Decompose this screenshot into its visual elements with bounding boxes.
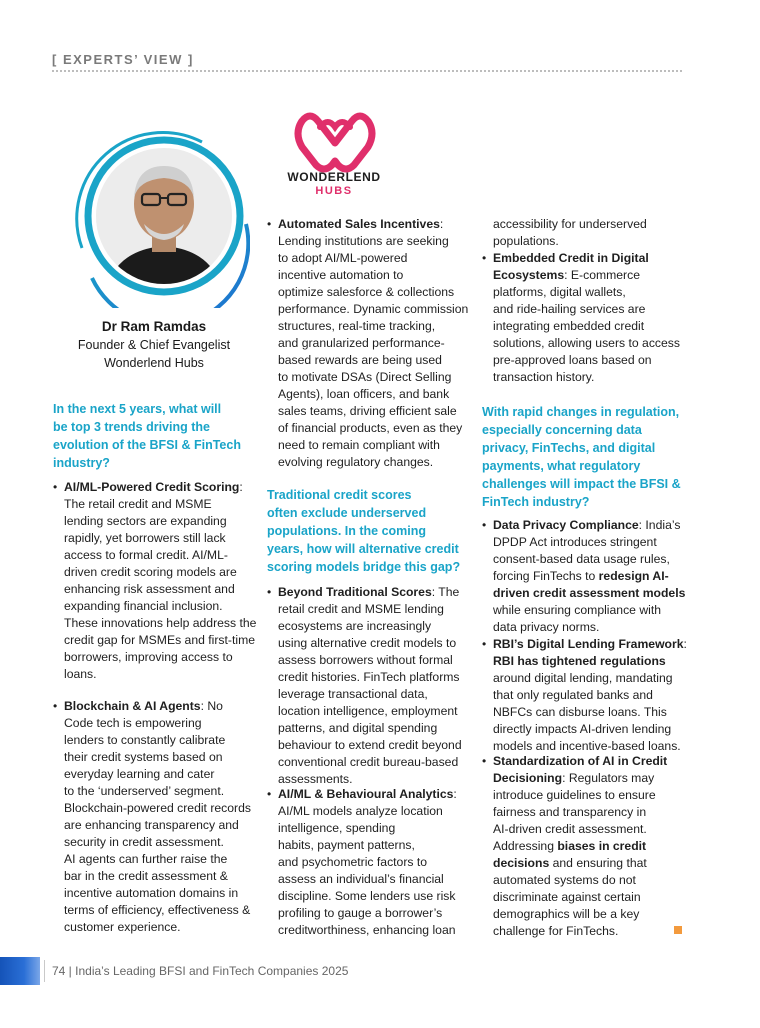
bullet-text: while ensuring compliance with bbox=[493, 603, 662, 617]
bullet-text: borrowers, improving access to bbox=[64, 650, 233, 664]
question-line: evolution of the BFSI & FinTech bbox=[53, 438, 241, 452]
bullet-text: consent-based data usage rules, bbox=[493, 552, 670, 566]
bullet-text: their credit systems based on bbox=[64, 750, 223, 764]
bullet-text: directly impacts AI-driven lending bbox=[493, 722, 672, 736]
bullet-text: : The bbox=[431, 585, 460, 599]
bullet-text: enhancing risk assessment and bbox=[64, 582, 235, 596]
bullet-emphasis: RBI has tightened regulations bbox=[493, 654, 666, 668]
bullet-text: are enhancing transparency and bbox=[64, 818, 239, 832]
bullet-text: customer experience. bbox=[64, 920, 181, 934]
bullet-text: : E-commerce bbox=[564, 268, 640, 282]
bullet-text: data privacy norms. bbox=[493, 620, 600, 634]
bullet-text: introduce guidelines to ensure bbox=[493, 788, 656, 802]
bullet-text: need to remain compliant with bbox=[278, 438, 440, 452]
question-1 bbox=[53, 400, 263, 472]
bullet-dot: • bbox=[482, 518, 487, 532]
bullet-text: : bbox=[453, 787, 457, 801]
bullet-emphasis: redesign AI- bbox=[598, 569, 669, 583]
bullet-heading: Ecosystems bbox=[493, 268, 565, 282]
bullet-text: to motivate DSAs (Direct Selling bbox=[278, 370, 452, 384]
bullet-text: AI agents can further raise the bbox=[64, 852, 228, 866]
bullet-text: : No bbox=[200, 699, 223, 713]
expert-bio bbox=[52, 318, 256, 372]
bullet-text: behaviour to extend credit beyond bbox=[278, 738, 462, 752]
bullet-heading: Standardization of AI in Credit bbox=[493, 754, 668, 768]
bullet-text: assess an individual’s financial bbox=[278, 872, 444, 886]
bullet-text: driven credit scoring models are bbox=[64, 565, 237, 579]
bullet-text: conventional credit bureau-based bbox=[278, 755, 459, 769]
question-line: industry? bbox=[53, 456, 110, 470]
bullet-text: to adopt AI/ML-powered bbox=[278, 251, 408, 265]
bullet-text: fairness and transparency in bbox=[493, 805, 647, 819]
bullet-emphasis: biases in credit bbox=[557, 839, 647, 853]
bullet-text: incentive automation to bbox=[278, 268, 404, 282]
bullet-text: These innovations help address the bbox=[64, 616, 257, 630]
bullet-blockchain-ai-agents bbox=[53, 698, 251, 936]
bullet-text: DPDP Act introduces stringent bbox=[493, 535, 657, 549]
bullet-text: lenders to constantly calibrate bbox=[64, 733, 226, 747]
bullet-heading: AI/ML & Behavioural Analytics bbox=[278, 787, 454, 801]
bullet-text: leverage transactional data, bbox=[278, 687, 428, 701]
bullet-text: and psychometric factors to bbox=[278, 855, 428, 869]
bullet-text: and ride-hailing services are bbox=[493, 302, 646, 316]
logo-wordmark: WONDERLEND bbox=[287, 170, 381, 184]
question-line: populations. In the coming bbox=[267, 524, 427, 538]
bullet-standardization-ai bbox=[482, 753, 668, 940]
bullet-text: structures, real-time tracking, bbox=[278, 319, 436, 333]
bullet-text: automated systems do not bbox=[493, 873, 636, 887]
bullet-text: discriminate against certain bbox=[493, 890, 641, 904]
bullet-text: location intelligence, employment bbox=[278, 704, 458, 718]
bullet-text: everyday learning and cater bbox=[64, 767, 215, 781]
section-label: [ EXPERTS’ VIEW ] bbox=[52, 52, 194, 67]
bullet-text: forcing FinTechs to bbox=[493, 569, 599, 583]
bullet-text: terms of efficiency, effectiveness & bbox=[64, 903, 251, 917]
bullet-text: and granularized performance- bbox=[278, 336, 445, 350]
bullet-text: AI-driven credit assessment. bbox=[493, 822, 647, 836]
bullet-text: using alternative credit models to bbox=[278, 636, 457, 650]
logo-subtitle: HUBS bbox=[315, 185, 353, 197]
bullet-text: patterns, and digital spending bbox=[278, 721, 438, 735]
footer-color-bar bbox=[0, 957, 40, 985]
bullet-emphasis: decisions bbox=[493, 856, 550, 870]
bullet-text: access to formal credit. AI/ML- bbox=[64, 548, 228, 562]
bullet-text: credit gap for MSMEs and first-time bbox=[64, 633, 255, 647]
bullet-dot: • bbox=[267, 217, 272, 231]
question-line: payments, what regulatory bbox=[482, 459, 641, 473]
bullet-text: populations. bbox=[493, 234, 559, 248]
bullet-text: retail credit and MSME lending bbox=[278, 602, 444, 616]
question-line: privacy, FinTechs, and digital bbox=[482, 441, 656, 455]
question-3 bbox=[482, 403, 692, 511]
bullet-text: expanding financial inclusion. bbox=[64, 599, 223, 613]
question-line: challenges will impact the BFSI & bbox=[482, 477, 681, 491]
bullet-text: habits, payment patterns, bbox=[278, 838, 415, 852]
bullet-text: Code tech is empowering bbox=[64, 716, 202, 730]
bullet-emphasis: driven credit assessment models bbox=[493, 586, 686, 600]
bullet-text: AI/ML models analyze location bbox=[278, 804, 443, 818]
question-line: In the next 5 years, what will bbox=[53, 402, 222, 416]
bullet-text: sales teams, driving efficient sale bbox=[278, 404, 457, 418]
bullet-text: around digital lending, mandating bbox=[493, 671, 673, 685]
bullet-heading: Blockchain & AI Agents bbox=[64, 699, 201, 713]
bullet-ai-ml-credit-scoring bbox=[53, 479, 257, 683]
bullet-text: of financial products, even as they bbox=[278, 421, 463, 435]
bullet-text: accessibility for underserved bbox=[493, 217, 647, 231]
bullet-dot: • bbox=[482, 754, 487, 768]
bullet-text: creditworthiness, enhancing loan bbox=[278, 923, 456, 937]
bullet-embedded-credit bbox=[482, 250, 680, 386]
bullet-text: assessments. bbox=[278, 772, 353, 786]
question-line: Traditional credit scores bbox=[267, 488, 412, 502]
bullet-text: ecosystems are increasingly bbox=[278, 619, 432, 633]
bullet-heading: Automated Sales Incentives bbox=[278, 217, 440, 231]
bullet-dot: • bbox=[482, 251, 487, 265]
bullet-text: incentive automation domains in bbox=[64, 886, 239, 900]
bullet-text: : India’s bbox=[638, 518, 681, 532]
bullet-ai-ml-behavioural-analytics bbox=[267, 786, 457, 939]
bullet-heading: Embedded Credit in Digital bbox=[493, 251, 649, 265]
bullet-text: that only regulated banks and bbox=[493, 688, 653, 702]
bullet-text: based rewards are being used bbox=[278, 353, 442, 367]
bullet-dot: • bbox=[267, 585, 272, 599]
bullet-dot: • bbox=[267, 787, 272, 801]
bullet-text: demographics will be a key bbox=[493, 907, 640, 921]
expert-name: Dr Ram Ramdas bbox=[101, 319, 207, 334]
bullet-text: Blockchain-powered credit records bbox=[64, 801, 251, 815]
bullet-dot: • bbox=[482, 637, 487, 651]
bullet-heading: RBI’s Digital Lending Framework bbox=[493, 637, 684, 651]
expert-title: Founder & Chief Evangelist bbox=[77, 338, 231, 352]
bullet-text: profiling to gauge a borrower’s bbox=[278, 906, 443, 920]
bullet-text: challenge for FinTechs. bbox=[493, 924, 619, 938]
question-line: especially concerning data bbox=[482, 423, 642, 437]
dotted-divider bbox=[52, 70, 682, 72]
bullet-text: The retail credit and MSME bbox=[64, 497, 212, 511]
bullet-beyond-traditional-scores bbox=[267, 584, 462, 788]
bullet-text: solutions, allowing users to access bbox=[493, 336, 680, 350]
question-line: scoring models bridge this gap? bbox=[267, 560, 461, 574]
bullet-text: to the ‘underserved’ segment. bbox=[64, 784, 225, 798]
bullet-text: Agents), loan officers, and bank bbox=[278, 387, 450, 401]
bullet-automated-sales-incentives bbox=[267, 216, 469, 471]
bullet-text: assess borrowers without formal bbox=[278, 653, 453, 667]
bullet-text: and ensuring that bbox=[549, 856, 647, 870]
question-line: With rapid changes in regulation, bbox=[482, 405, 680, 419]
bullet-text: models and incentive-based loans. bbox=[493, 739, 681, 753]
bullet-text: : Regulators may bbox=[562, 771, 655, 785]
bullet-text: bar in the credit assessment & bbox=[64, 869, 228, 883]
bullet-data-privacy-compliance bbox=[482, 517, 686, 636]
footer-page-info: 74 | India’s Leading BFSI and FinTech Companies 2025 bbox=[52, 964, 349, 978]
bullet-text: : bbox=[239, 480, 243, 494]
bullet-text: transaction history. bbox=[493, 370, 595, 384]
bullet-dot: • bbox=[53, 480, 58, 494]
question-line: be top 3 trends driving the bbox=[53, 420, 210, 434]
end-of-article-mark bbox=[674, 926, 682, 934]
portrait-photo bbox=[52, 128, 250, 308]
bullet-text: security in credit assessment. bbox=[64, 835, 224, 849]
bullet-heading: Beyond Traditional Scores bbox=[278, 585, 432, 599]
question-2 bbox=[267, 486, 477, 576]
bullet-text: lending sectors are expanding bbox=[64, 514, 227, 528]
bullet-text: Addressing bbox=[493, 839, 558, 853]
bullet-text: performance. Dynamic commission bbox=[278, 302, 469, 316]
continued-text bbox=[493, 216, 647, 250]
bullet-text: : bbox=[683, 637, 687, 651]
bullet-text: evolving regulatory changes. bbox=[278, 455, 434, 469]
bullet-text: integrating embedded credit bbox=[493, 319, 645, 333]
bullet-text: : bbox=[439, 217, 444, 231]
question-line: FinTech industry? bbox=[482, 495, 590, 509]
question-line: often exclude underserved bbox=[267, 506, 427, 520]
bullet-text: optimize salesforce & collections bbox=[278, 285, 455, 299]
bullet-rbi-digital-lending bbox=[482, 636, 687, 755]
bullet-heading: AI/ML-Powered Credit Scoring bbox=[64, 480, 240, 494]
bullet-text: intelligence, spending bbox=[278, 821, 396, 835]
bullet-text: rapidly, yet borrowers still lack bbox=[64, 531, 226, 545]
bullet-text: platforms, digital wallets, bbox=[493, 285, 626, 299]
bullet-text: pre-approved loans based on bbox=[493, 353, 652, 367]
bullet-text: Lending institutions are seeking bbox=[278, 234, 449, 248]
bullet-text: NBFCs can disburse loans. This bbox=[493, 705, 667, 719]
expert-company: Wonderlend Hubs bbox=[104, 356, 204, 370]
bullet-heading: Decisioning bbox=[493, 771, 563, 785]
footer-divider bbox=[44, 960, 45, 982]
bullet-dot: • bbox=[53, 699, 58, 713]
question-line: years, how will alternative credit bbox=[267, 542, 459, 556]
bullet-text: discipline. Some lenders use risk bbox=[278, 889, 456, 903]
bullet-text: loans. bbox=[64, 667, 97, 681]
bullet-text: credit histories. FinTech platforms bbox=[278, 670, 460, 684]
bullet-heading: Data Privacy Compliance bbox=[493, 518, 639, 532]
